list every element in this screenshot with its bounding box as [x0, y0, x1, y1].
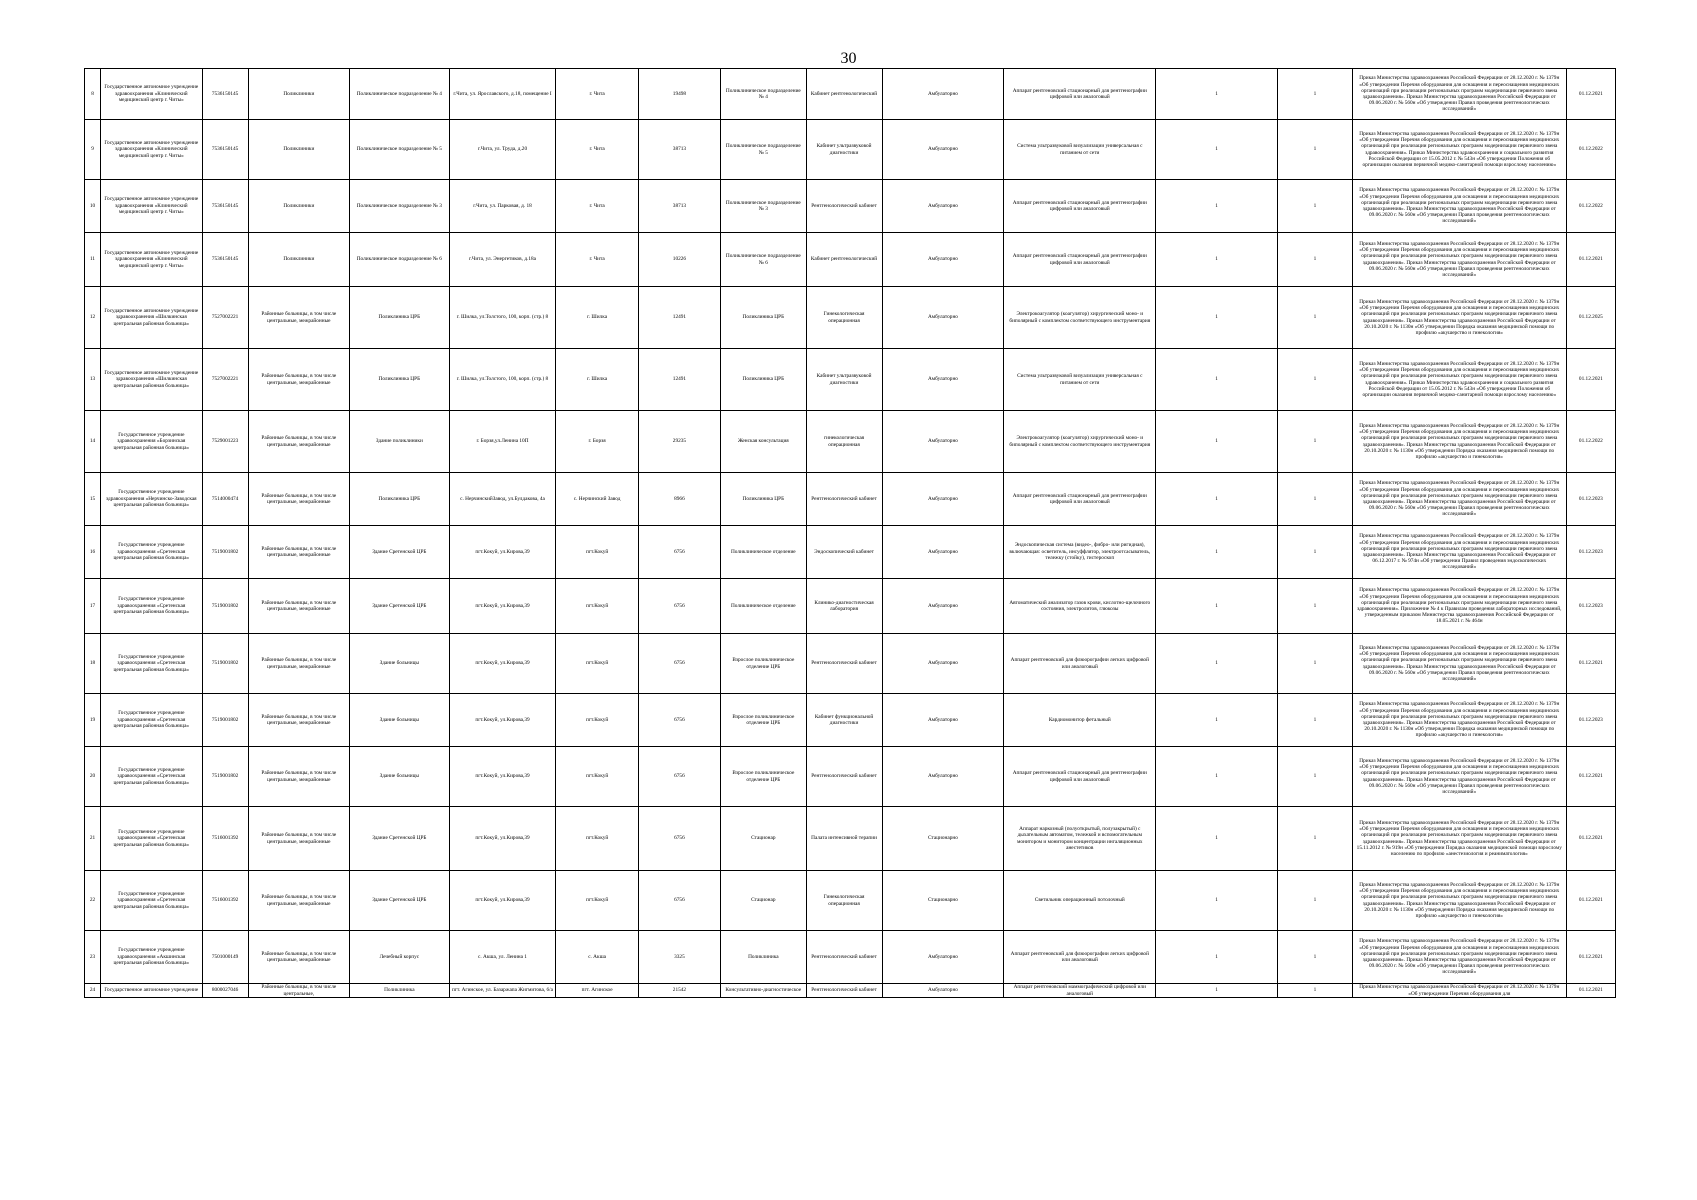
care-conditions-cell: Стационарно: [882, 807, 1004, 871]
care-conditions-cell: Амбулаторно: [882, 747, 1004, 807]
population-cell: 6756: [638, 526, 720, 579]
equipment-name-cell: Аппарат рентгеновский стационарный для рентгенографии цифровой или аналоговый: [1004, 233, 1156, 287]
legal-basis-cell: Приказ Министерства здравоохранения Российской Федерации от 28.12.2020 г. № 1379н «Об утверждении Перечня оборудования для оснащения и переоснащения медицинских организаций при реализации региональных программ модернизации первичного звена здравоохранения». Приказ Министерства здравоохранения Российской Федерации от 06.12.2017 г. № 974н «Об утверждении Правил проведения эндоскопических исследований»: [1352, 526, 1566, 579]
structural-unit-cell: Поликлиника ЦРБ: [350, 349, 449, 411]
organization-type-cell: Районные больницы, в том числе центральные, межрайонные: [248, 287, 350, 349]
care-conditions-cell: Амбулаторно: [882, 69, 1004, 120]
subdivision-cell: Поликлиническое подразделение № 3: [721, 180, 807, 233]
quantity-planned-cell: 1: [1156, 694, 1278, 747]
due-date-cell: 01.12.2021: [1566, 931, 1615, 984]
room-cell: Гинекологическая операционная: [806, 871, 882, 931]
organization-type-cell: Районные больницы, в том числе центральные, межрайонные: [248, 931, 350, 984]
quantity-planned-cell: 1: [1156, 287, 1278, 349]
room-cell: Кабинет рентгенологический: [806, 69, 882, 120]
organization-type-cell: Районные больницы, в том числе центральные, межрайонные: [248, 807, 350, 871]
locality-cell: г. Шилка: [556, 349, 638, 411]
organization-name-cell: Государственное учреждение здравоохранения «Сретенская центральная районная больница»: [101, 807, 203, 871]
structural-unit-cell: Здание Сретенской ЦРБ: [350, 526, 449, 579]
inn-cell: 7536150145: [202, 69, 248, 120]
population-cell: 12491: [638, 349, 720, 411]
equipment-name-cell: Аппарат рентгеновский стационарный для рентгенографии цифровой или аналоговый: [1004, 473, 1156, 526]
organization-type-cell: Районные больницы, в том числе центральные, межрайонные: [248, 634, 350, 694]
room-cell: Клинико-диагностическая лаборатория: [806, 579, 882, 634]
due-date-cell: 01.12.2021: [1566, 984, 1615, 998]
organization-name-cell: Государственное учреждение здравоохранения «Сретенская центральная районная больница»: [101, 526, 203, 579]
structural-unit-cell: Здание Сретенской ЦРБ: [350, 807, 449, 871]
quantity-planned-cell: 1: [1156, 180, 1278, 233]
subdivision-cell: Поликлиника ЦРБ: [721, 473, 807, 526]
inn-cell: 7529001223: [202, 411, 248, 473]
table-row: [85, 871, 1616, 931]
row-number-cell: 12: [85, 287, 101, 349]
organization-name-cell: Государственное учреждение здравоохранения «Сретенская центральная районная больница»: [101, 871, 203, 931]
structural-unit-cell: Поликлиника ЦРБ: [350, 287, 449, 349]
legal-basis-cell: Приказ Министерства здравоохранения Российской Федерации от 28.12.2020 г. № 1379н «Об утверждении Перечня оборудования для оснащения и переоснащения медицинских организаций при реализации региональных программ модернизации первичного звена здравоохранения». Приказ Министерства здравоохранения Российской Федерации от 09.06.2020 г. № 560н «Об утверждении Правил проведения рентгенологических исследований»: [1352, 634, 1566, 694]
care-conditions-cell: Стационарно: [882, 871, 1004, 931]
locality-cell: пгт.Кокуй: [556, 579, 638, 634]
locality-cell: г. Шилка: [556, 287, 638, 349]
organization-type-cell: Районные больницы, в том числе центральные, межрайонные: [248, 694, 350, 747]
room-cell: Кабинет рентгенологический: [806, 233, 882, 287]
quantity-required-cell: 1: [1278, 871, 1353, 931]
room-cell: гинекологическая операционная: [806, 411, 882, 473]
locality-cell: пгт.Кокуй: [556, 871, 638, 931]
due-date-cell: 01.12.2021: [1566, 807, 1615, 871]
quantity-planned-cell: 1: [1156, 634, 1278, 694]
locality-cell: г. Чита: [556, 233, 638, 287]
due-date-cell: 01.12.2025: [1566, 287, 1615, 349]
equipment-name-cell: Электрокоагулятор (коагулятор) хирургический моно- и биполярный с комплектом соответствующего инструментария: [1004, 287, 1156, 349]
population-cell: 6756: [638, 694, 720, 747]
row-number-cell: 22: [85, 871, 101, 931]
address-cell: пгт.Кокуй, ул.Кирова,39: [449, 579, 556, 634]
organization-type-cell: Поликлиники: [248, 69, 350, 120]
care-conditions-cell: Амбулаторно: [882, 349, 1004, 411]
quantity-required-cell: 1: [1278, 233, 1353, 287]
organization-name-cell: Государственное автономное учреждение: [101, 984, 203, 998]
due-date-cell: 01.12.2023: [1566, 579, 1615, 634]
address-cell: пгт.Кокуй, ул.Кирова,39: [449, 807, 556, 871]
table-row: [85, 120, 1616, 180]
room-cell: Кабинет ультразвуковой диагностики: [806, 349, 882, 411]
subdivision-cell: Взрослое поликлиническое отделение ЦРБ: [721, 747, 807, 807]
row-number-cell: 18: [85, 634, 101, 694]
organization-name-cell: Государственное учреждение здравоохранения «Сретенская центральная районная больница»: [101, 579, 203, 634]
equipment-name-cell: Аппарат рентгеновский для флюорографии легких цифровой или аналоговый: [1004, 634, 1156, 694]
inn-cell: 7516001392: [202, 807, 248, 871]
quantity-planned-cell: 1: [1156, 871, 1278, 931]
organization-type-cell: Поликлиники: [248, 233, 350, 287]
care-conditions-cell: Амбулаторно: [882, 931, 1004, 984]
row-number-cell: 24: [85, 984, 101, 998]
due-date-cell: 01.12.2022: [1566, 411, 1615, 473]
structural-unit-cell: Поликлиническое подразделение № 3: [350, 180, 449, 233]
quantity-planned-cell: 1: [1156, 579, 1278, 634]
quantity-required-cell: 1: [1278, 931, 1353, 984]
address-cell: пгт.Кокуй, ул.Кирова,39: [449, 747, 556, 807]
table-row: [85, 411, 1616, 473]
care-conditions-cell: Амбулаторно: [882, 473, 1004, 526]
legal-basis-cell: Приказ Министерства здравоохранения Российской Федерации от 28.12.2020 г. № 1379н «Об утверждении Перечня оборудования для оснащения и переоснащения медицинских организаций при реализации региональных программ модернизации первичного звена здравоохранения». Приказ Министерства здравоохранения Российской Федерации от 09.06.2020 г. № 560н «Об утверждении Правил проведения рентгенологических исследований»: [1352, 180, 1566, 233]
table-row: [85, 634, 1616, 694]
equipment-name-cell: Система ультразвуковой визуализации универсальная с питанием от сети: [1004, 120, 1156, 180]
row-number-cell: 14: [85, 411, 101, 473]
population-cell: 6756: [638, 871, 720, 931]
quantity-required-cell: 1: [1278, 634, 1353, 694]
organization-name-cell: Государственное автономное учреждение здравоохранения «Клинический медицинский центр г. Читы»: [101, 69, 203, 120]
inn-cell: 7536150145: [202, 180, 248, 233]
address-cell: с. Акша, ул. Ленина 1: [449, 931, 556, 984]
inn-cell: 7536150145: [202, 233, 248, 287]
legal-basis-cell: Приказ Министерства здравоохранения Российской Федерации от 28.12.2020 г. № 1379н «Об утверждении Перечня оборудования для оснащения и переоснащения медицинских организаций при реализации региональных программ модернизации первичного звена здравоохранения». Приказ Министерства здравоохранения Российской Федерации от 20.10.2020 г. № 1130н «Об утверждении Порядка оказания медицинской помощи по профилю «акушерство и гинекология»: [1352, 871, 1566, 931]
inn-cell: 8000027046: [202, 984, 248, 998]
quantity-planned-cell: 1: [1156, 120, 1278, 180]
care-conditions-cell: Амбулаторно: [882, 120, 1004, 180]
subdivision-cell: Поликлиника ЦРБ: [721, 349, 807, 411]
population-cell: 10226: [638, 233, 720, 287]
structural-unit-cell: Здание Сретенской ЦРБ: [350, 579, 449, 634]
care-conditions-cell: Амбулаторно: [882, 694, 1004, 747]
address-cell: г. Шилка, ул.Толстого, 100, корп. (стр.) 8: [449, 287, 556, 349]
quantity-planned-cell: 1: [1156, 931, 1278, 984]
organization-name-cell: Государственное автономное учреждение здравоохранения «Клинический медицинский центр г. Читы»: [101, 180, 203, 233]
quantity-planned-cell: 1: [1156, 473, 1278, 526]
equipment-name-cell: Светильник операционный потолочный: [1004, 871, 1156, 931]
equipment-name-cell: Аппарат рентгеновский стационарный для рентгенографии цифровой или аналоговый: [1004, 747, 1156, 807]
table-row: [85, 931, 1616, 984]
legal-basis-cell: Приказ Министерства здравоохранения Российской Федерации от 28.12.2020 г. № 1379н «Об утверждении Перечня оборудования для оснащения и переоснащения медицинских организаций при реализации региональных программ модернизации первичного звена здравоохранения». Приказ Министерства здравоохранения и социального развития Российской Федерации от 15.05.2012 г. № 543н «Об утверждении Положения об организации оказания первичной медико-санитарной помощи взрослому населению»: [1352, 349, 1566, 411]
room-cell: Рентгенологический кабинет: [806, 747, 882, 807]
address-cell: г.Чита, ул. Парковая, д. 18: [449, 180, 556, 233]
quantity-planned-cell: 1: [1156, 747, 1278, 807]
structural-unit-cell: Поликлиника ЦРБ: [350, 473, 449, 526]
due-date-cell: 01.12.2023: [1566, 526, 1615, 579]
row-number-cell: 13: [85, 349, 101, 411]
locality-cell: г. Чита: [556, 120, 638, 180]
address-cell: г.Чита, ул. Ярославского, д.18, помещение I: [449, 69, 556, 120]
subdivision-cell: Консультативно-диагностическое: [721, 984, 807, 998]
population-cell: 6756: [638, 747, 720, 807]
address-cell: г.Чита, ул. Труда, д.20: [449, 120, 556, 180]
locality-cell: пгт.Кокуй: [556, 526, 638, 579]
address-cell: г.Чита, ул. Энергетиков, д.18а: [449, 233, 556, 287]
structural-unit-cell: Здание Сретенской ЦРБ: [350, 871, 449, 931]
locality-cell: пгт. Агинское: [556, 984, 638, 998]
due-date-cell: 01.12.2022: [1566, 180, 1615, 233]
structural-unit-cell: Поликлиническое подразделение № 5: [350, 120, 449, 180]
organization-name-cell: Государственное учреждение здравоохранения «Акшинская центральная районная больница»: [101, 931, 203, 984]
row-number-cell: 8: [85, 69, 101, 120]
structural-unit-cell: Здание поликлиники: [350, 411, 449, 473]
locality-cell: пгт.Кокуй: [556, 634, 638, 694]
locality-cell: с. Нерчинский Завод: [556, 473, 638, 526]
inn-cell: 7519001802: [202, 634, 248, 694]
population-cell: 3325: [638, 931, 720, 984]
organization-type-cell: Районные больницы, в том числе центральные, межрайонные: [248, 349, 350, 411]
quantity-planned-cell: 1: [1156, 411, 1278, 473]
address-cell: пгт.Кокуй, ул.Кирова,39: [449, 526, 556, 579]
subdivision-cell: Стационар: [721, 807, 807, 871]
structural-unit-cell: Здание больницы: [350, 634, 449, 694]
equipment-name-cell: Электрокоагулятор (коагулятор) хирургический моно- и биполярный с комплектом соответствующего инструментария: [1004, 411, 1156, 473]
organization-name-cell: Государственное автономное учреждение здравоохранения «Клинический медицинский центр г. Читы»: [101, 233, 203, 287]
row-number-cell: 10: [85, 180, 101, 233]
legal-basis-cell: Приказ Министерства здравоохранения Российской Федерации от 28.12.2020 г. № 1379н «Об утверждении Перечня оборудования для оснащения и переоснащения медицинских организаций при реализации региональных программ модернизации первичного звена здравоохранения». Приказ Министерства здравоохранения Российской Федерации от 09.06.2020 г. № 560н «Об утверждении Правил проведения рентгенологических исследований»: [1352, 473, 1566, 526]
table-row: [85, 694, 1616, 747]
subdivision-cell: Поликлиника ЦРБ: [721, 287, 807, 349]
locality-cell: пгт.Кокуй: [556, 694, 638, 747]
subdivision-cell: Женская консультация: [721, 411, 807, 473]
room-cell: Кабинет функциональной диагностики: [806, 694, 882, 747]
room-cell: Рентгенологический кабинет: [806, 473, 882, 526]
subdivision-cell: Поликлиническое подразделение № 5: [721, 120, 807, 180]
population-cell: 21542: [638, 984, 720, 998]
organization-name-cell: Государственное автономное учреждение здравоохранения «Клинический медицинский центр г. Читы»: [101, 120, 203, 180]
inn-cell: 7516001392: [202, 871, 248, 931]
subdivision-cell: Поликлиническое подразделение № 6: [721, 233, 807, 287]
organization-type-cell: Районные больницы, в том числе центральные, межрайонные: [248, 747, 350, 807]
population-cell: 6756: [638, 634, 720, 694]
row-number-cell: 19: [85, 694, 101, 747]
population-cell: 38713: [638, 120, 720, 180]
legal-basis-cell: Приказ Министерства здравоохранения Российской Федерации от 28.12.2020 г. № 1379н «Об утверждении Перечня оборудования для оснащения и переоснащения медицинских организаций при реализации региональных программ модернизации первичного звена здравоохранения». Приказ Министерства здравоохранения Российской Федерации от 09.06.2020 г. № 560н «Об утверждении Правил проведения рентгенологических исследований»: [1352, 69, 1566, 120]
room-cell: Кабинет ультразвуковой диагностики: [806, 120, 882, 180]
row-number-cell: 15: [85, 473, 101, 526]
care-conditions-cell: Амбулаторно: [882, 287, 1004, 349]
organization-type-cell: Районные больницы, в том числе центральные, межрайонные: [248, 871, 350, 931]
address-cell: пгт.Кокуй, ул.Кирова,39: [449, 634, 556, 694]
quantity-planned-cell: 1: [1156, 984, 1278, 998]
row-number-cell: 16: [85, 526, 101, 579]
address-cell: г. Борзя,ул.Ленина 10П: [449, 411, 556, 473]
quantity-planned-cell: 1: [1156, 69, 1278, 120]
table-row: [85, 180, 1616, 233]
address-cell: с. НерчинскийЗавод, ул.Булдакова, 4а: [449, 473, 556, 526]
structural-unit-cell: Лечебный корпус: [350, 931, 449, 984]
inn-cell: 7519001802: [202, 747, 248, 807]
due-date-cell: 01.12.2021: [1566, 233, 1615, 287]
due-date-cell: 01.12.2021: [1566, 747, 1615, 807]
care-conditions-cell: Амбулаторно: [882, 411, 1004, 473]
table-row: [85, 287, 1616, 349]
organization-type-cell: Поликлиники: [248, 120, 350, 180]
inn-cell: 7536150145: [202, 120, 248, 180]
organization-name-cell: Государственное автономное учреждение здравоохранения «Шилкинская центральная районная больница»: [101, 287, 203, 349]
inn-cell: 7527002221: [202, 287, 248, 349]
organization-type-cell: Районные больницы, в том числе центральные, межрайонные: [248, 473, 350, 526]
due-date-cell: 01.12.2022: [1566, 120, 1615, 180]
table-row: [85, 233, 1616, 287]
legal-basis-cell: Приказ Министерства здравоохранения Российской Федерации от 28.12.2020 г. № 1379н «Об утверждении Перечня оборудования для оснащения и переоснащения медицинских организаций при реализации региональных программ модернизации первичного звена здравоохранения». Приказ Министерства здравоохранения Российской Федерации от 09.06.2020 г. № 560н «Об утверждении Правил проведения рентгенологических исследований»: [1352, 233, 1566, 287]
table-row: [85, 349, 1616, 411]
subdivision-cell: Поликлиническое отделение: [721, 526, 807, 579]
organization-name-cell: Государственное учреждение здравоохранения «Нерчинско-Заводская центральная районная больница»: [101, 473, 203, 526]
population-cell: 6756: [638, 807, 720, 871]
organization-type-cell: Районные больницы, в том числе центральные, межрайонные: [248, 579, 350, 634]
due-date-cell: 01.12.2023: [1566, 473, 1615, 526]
address-cell: г. Шилка, ул.Толстого, 100, корп. (стр.) 8: [449, 349, 556, 411]
quantity-required-cell: 1: [1278, 747, 1353, 807]
due-date-cell: 01.12.2023: [1566, 694, 1615, 747]
legal-basis-cell: Приказ Министерства здравоохранения Российской Федерации от 28.12.2020 г. № 1379н «Об утверждении Перечня оборудования для оснащения и переоснащения медицинских организаций при реализации региональных программ модернизации первичного звена здравоохранения». Приказ Министерства здравоохранения Российской Федерации от 09.06.2020 г. № 560н «Об утверждении Правил проведения рентгенологических исследований»: [1352, 747, 1566, 807]
population-cell: 38713: [638, 180, 720, 233]
structural-unit-cell: Поликлиническое подразделение № 4: [350, 69, 449, 120]
equipment-name-cell: Аппарат рентгеновский стационарный для рентгенографии цифровой или аналоговый: [1004, 180, 1156, 233]
care-conditions-cell: Амбулаторно: [882, 180, 1004, 233]
table-row: [85, 69, 1616, 120]
equipment-name-cell: Автоматический анализатор газов крови, кислотно-щелочного состояния, электролитов, глюкозы: [1004, 579, 1156, 634]
subdivision-cell: Взрослое поликлиническое отделение ЦРБ: [721, 634, 807, 694]
quantity-required-cell: 1: [1278, 473, 1353, 526]
structural-unit-cell: Здание больницы: [350, 747, 449, 807]
table-row: [85, 984, 1616, 998]
locality-cell: пгт.Кокуй: [556, 807, 638, 871]
subdivision-cell: Поликлиническое отделение: [721, 579, 807, 634]
organization-name-cell: Государственное учреждение здравоохранения «Борзинская центральная районная больница»: [101, 411, 203, 473]
legal-basis-cell: Приказ Министерства здравоохранения Российской Федерации от 28.12.2020 г. № 1379н «Об утверждении Перечня оборудования для оснащения и переоснащения медицинских организаций при реализации региональных программ модернизации первичного звена здравоохранения». Приказ Министерства здравоохранения Российской Федерации от 15.11.2012 г. № 919н «Об утверждении Порядка оказания медицинской помощи взрослому населению по профилю «анестезиология и реаниматология»: [1352, 807, 1566, 871]
table-row: [85, 579, 1616, 634]
organization-name-cell: Государственное учреждение здравоохранения «Сретенская центральная районная больница»: [101, 694, 203, 747]
equipment-name-cell: Эндоскопическая система (видео-, фибро- или ригидная), включающая: осветитель, инсуффлятор, электроотсасыватель, тележку (стойку), гистероскоп: [1004, 526, 1156, 579]
room-cell: Рентгенологический кабинет: [806, 180, 882, 233]
legal-basis-cell: Приказ Министерства здравоохранения Российской Федерации от 28.12.2020 г. № 1379н «Об утверждении Перечня оборудования для оснащения и переоснащения медицинских организаций при реализации региональных программ модернизации первичного звена здравоохранения». Приказ Министерства здравоохранения и социального развития Российской Федерации от 15.05.2012 г. № 543н «Об утверждении Положения об организации оказания первичной медико-санитарной помощи взрослому населению»: [1352, 120, 1566, 180]
room-cell: Гинекологическая операционная: [806, 287, 882, 349]
table-row: [85, 473, 1616, 526]
address-cell: пгт. Агинское, ул. Базаржапа Жигмитова, 6/а: [449, 984, 556, 998]
quantity-required-cell: 1: [1278, 807, 1353, 871]
care-conditions-cell: Амбулаторно: [882, 634, 1004, 694]
care-conditions-cell: Амбулаторно: [882, 984, 1004, 998]
due-date-cell: 01.12.2021: [1566, 349, 1615, 411]
subdivision-cell: Поликлиническое подразделение № 4: [721, 69, 807, 120]
structural-unit-cell: Здание больницы: [350, 694, 449, 747]
locality-cell: г. Чита: [556, 69, 638, 120]
quantity-required-cell: 1: [1278, 69, 1353, 120]
room-cell: Рентгенологический кабинет: [806, 931, 882, 984]
legal-basis-cell: Приказ Министерства здравоохранения Российской Федерации от 28.12.2020 г. № 1379н «Об утверждении Перечня оборудования для оснащения и переоснащения медицинских организаций при реализации региональных программ модернизации первичного звена здравоохранения». Приложение № 4 к Правилам проведения лабораторных исследований, утвержденным приказом Министерства здравоохранения Российской Федерации от 18.05.2021 г. № 464н: [1352, 579, 1566, 634]
quantity-planned-cell: 1: [1156, 526, 1278, 579]
row-number-cell: 17: [85, 579, 101, 634]
quantity-planned-cell: 1: [1156, 233, 1278, 287]
quantity-planned-cell: 1: [1156, 349, 1278, 411]
legal-basis-cell: Приказ Министерства здравоохранения Российской Федерации от 28.12.2020 г. № 1379н «Об утверждении Перечня оборудования для оснащения и переоснащения медицинских организаций при реализации региональных программ модернизации первичного звена здравоохранения». Приказ Министерства здравоохранения Российской Федерации от 20.10.2020 г. № 1130н «Об утверждении Порядка оказания медицинской помощи по профилю «акушерство и гинекология»: [1352, 287, 1566, 349]
population-cell: 29235: [638, 411, 720, 473]
inn-cell: 7519001802: [202, 526, 248, 579]
legal-basis-cell: Приказ Министерства здравоохранения Российской Федерации от 28.12.2020 г. № 1379н «Об утверждении Перечня оборудования для оснащения и переоснащения медицинских организаций при реализации региональных программ модернизации первичного звена здравоохранения». Приказ Министерства здравоохранения Российской Федерации от 09.06.2020 г. № 560н «Об утверждении Правил проведения рентгенологических исследований»: [1352, 931, 1566, 984]
organization-name-cell: Государственное учреждение здравоохранения «Сретенская центральная районная больница»: [101, 747, 203, 807]
locality-cell: пгт.Кокуй: [556, 747, 638, 807]
organization-name-cell: Государственное учреждение здравоохранения «Сретенская центральная районная больница»: [101, 634, 203, 694]
equipment-name-cell: Кардиомонитор фетальный: [1004, 694, 1156, 747]
row-number-cell: 11: [85, 233, 101, 287]
locality-cell: г. Чита: [556, 180, 638, 233]
organization-type-cell: Поликлиники: [248, 180, 350, 233]
population-cell: 12491: [638, 287, 720, 349]
structural-unit-cell: Поликлиническое подразделение № 6: [350, 233, 449, 287]
subdivision-cell: Взрослое поликлиническое отделение ЦРБ: [721, 694, 807, 747]
due-date-cell: 01.12.2021: [1566, 871, 1615, 931]
structural-unit-cell: Поликлиника: [350, 984, 449, 998]
table-row: [85, 526, 1616, 579]
quantity-required-cell: 1: [1278, 120, 1353, 180]
inn-cell: 7519001802: [202, 694, 248, 747]
table-row: [85, 807, 1616, 871]
subdivision-cell: Стационар: [721, 871, 807, 931]
organization-type-cell: Районные больницы, в том числе центральные, межрайонные: [248, 526, 350, 579]
quantity-required-cell: 1: [1278, 349, 1353, 411]
organization-type-cell: Районные больницы, в том числе центральные, межрайонные: [248, 411, 350, 473]
row-number-cell: 9: [85, 120, 101, 180]
equipment-name-cell: Аппарат рентгеновский для флюорографии легких цифровой или аналоговый: [1004, 931, 1156, 984]
organization-type-cell: Районные больницы, в том числе центральные,: [248, 984, 350, 998]
room-cell: Эндоскопический кабинет: [806, 526, 882, 579]
table-row: [85, 747, 1616, 807]
population-cell: 6756: [638, 579, 720, 634]
due-date-cell: 01.12.2021: [1566, 69, 1615, 120]
inn-cell: 7519001802: [202, 579, 248, 634]
row-number-cell: 20: [85, 747, 101, 807]
inn-cell: 7527002221: [202, 349, 248, 411]
legal-basis-cell: Приказ Министерства здравоохранения Российской Федерации от 28.12.2020 г. № 1379н «Об утверждении Перечня оборудования для оснащения и переоснащения медицинских организаций при реализации региональных программ модернизации первичного звена здравоохранения». Приказ Министерства здравоохранения Российской Федерации от 20.10.2020 г. № 1130н «Об утверждении Порядка оказания медицинской помощи по профилю «акушерство и гинекология»: [1352, 411, 1566, 473]
quantity-required-cell: 1: [1278, 411, 1353, 473]
equipment-name-cell: Система ультразвуковой визуализации универсальная с питанием от сети: [1004, 349, 1156, 411]
quantity-required-cell: 1: [1278, 579, 1353, 634]
room-cell: Рентгенологический кабинет: [806, 984, 882, 998]
room-cell: Палата интенсивной терапии: [806, 807, 882, 871]
care-conditions-cell: Амбулаторно: [882, 526, 1004, 579]
legal-basis-cell: Приказ Министерства здравоохранения Российской Федерации от 28.12.2020 г. № 1379н «Об утверждении Перечня оборудования для: [1352, 984, 1566, 998]
quantity-required-cell: 1: [1278, 287, 1353, 349]
row-number-cell: 21: [85, 807, 101, 871]
quantity-planned-cell: 1: [1156, 807, 1278, 871]
address-cell: пгт.Кокуй, ул.Кирова,39: [449, 694, 556, 747]
equipment-name-cell: Аппарат рентгеновский стационарный для рентгенографии цифровой или аналоговый: [1004, 69, 1156, 120]
quantity-required-cell: 1: [1278, 694, 1353, 747]
equipment-name-cell: Аппарат наркозный (полуоткрытый, полузакрытый) с дыхательным автоматом, тележкой и вспомогательным монитором и монитором концентрации ингаляционных анестетиков: [1004, 807, 1156, 871]
legal-basis-cell: Приказ Министерства здравоохранения Российской Федерации от 28.12.2020 г. № 1379н «Об утверждении Перечня оборудования для оснащения и переоснащения медицинских организаций при реализации региональных программ модернизации первичного звена здравоохранения». Приказ Министерства здравоохранения Российской Федерации от 20.10.2020 г. № 1130н «Об утверждении Порядка оказания медицинской помощи по профилю «акушерство и гинекология»: [1352, 694, 1566, 747]
subdivision-cell: Поликлиника: [721, 931, 807, 984]
quantity-required-cell: 1: [1278, 180, 1353, 233]
population-cell: 19498: [638, 69, 720, 120]
address-cell: пгт.Кокуй, ул.Кирова,39: [449, 871, 556, 931]
locality-cell: г. Борзя: [556, 411, 638, 473]
inn-cell: 7514000474: [202, 473, 248, 526]
inn-cell: 7501000149: [202, 931, 248, 984]
care-conditions-cell: Амбулаторно: [882, 233, 1004, 287]
row-number-cell: 23: [85, 931, 101, 984]
locality-cell: с. Акша: [556, 931, 638, 984]
quantity-required-cell: 1: [1278, 984, 1353, 998]
equipment-name-cell: Аппарат рентгеновский маммографический цифровой или аналоговый: [1004, 984, 1156, 998]
equipment-register-table: [84, 68, 1616, 998]
population-cell: 8966: [638, 473, 720, 526]
organization-name-cell: Государственное автономное учреждение здравоохранения «Шилкинская центральная районная больница»: [101, 349, 203, 411]
due-date-cell: 01.12.2021: [1566, 634, 1615, 694]
quantity-required-cell: 1: [1278, 526, 1353, 579]
room-cell: Рентгенологический кабинет: [806, 634, 882, 694]
care-conditions-cell: Амбулаторно: [882, 579, 1004, 634]
page-number: 30: [840, 50, 857, 67]
